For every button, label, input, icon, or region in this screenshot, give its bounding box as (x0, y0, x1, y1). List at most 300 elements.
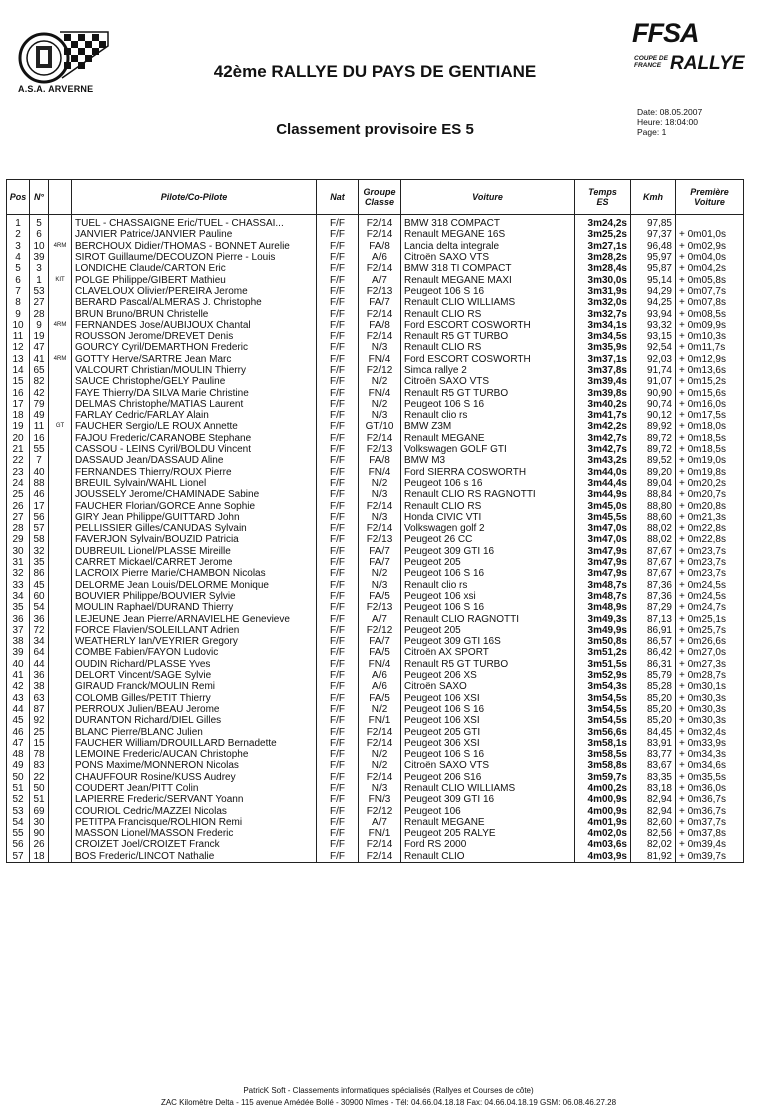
cell-nat: F/F (317, 625, 359, 636)
cell-voiture: Peugeot 106 S 16 (401, 399, 575, 410)
cell-num: 16 (30, 433, 49, 444)
cell-temps: 3m39,8s (575, 387, 631, 398)
table-row (7, 851, 744, 863)
cell-ecart: + 0m30,3s (676, 692, 744, 703)
cell-kmh: 82,02 (631, 839, 676, 850)
cell-ecart: + 0m25,7s (676, 625, 744, 636)
cell-voiture: Volkswagen golf 2 (401, 523, 575, 534)
cell-ecart: + 0m30,1s (676, 681, 744, 692)
cell-num: 3 (30, 263, 49, 274)
cell-num: 36 (30, 670, 49, 681)
col-nat: Nat (317, 180, 359, 215)
page-number: Page: 1 (637, 127, 667, 137)
cell-pilote: FORCE Flavien/SOLEILLANT Adrien (72, 625, 317, 636)
footer-line-1: PatricK Soft - Classements informatiques spécialisés (Rallyes et Courses de côte) (243, 1086, 534, 1095)
cell-nat: F/F (317, 613, 359, 624)
cell-pos: 45 (7, 715, 30, 726)
cell-ecart: + 0m05,8s (676, 274, 744, 285)
cell-num: 69 (30, 805, 49, 816)
cell-kmh: 93,15 (631, 331, 676, 342)
cell-cat (49, 805, 72, 816)
cell-pilote: SIROT Guillaume/DECOUZON Pierre - Louis (72, 252, 317, 263)
cell-cat (49, 591, 72, 602)
cell-temps: 3m44,0s (575, 467, 631, 478)
cell-kmh: 85,79 (631, 670, 676, 681)
cell-pos: 28 (7, 523, 30, 534)
cell-kmh: 87,13 (631, 613, 676, 624)
cell-cat (49, 229, 72, 240)
cell-voiture: Lancia delta integrale (401, 241, 575, 252)
cell-nat: F/F (317, 455, 359, 466)
cell-pos: 17 (7, 399, 30, 410)
cell-voiture: Honda CIVIC VTI (401, 512, 575, 523)
cell-voiture: Renault CLIO RS (401, 500, 575, 511)
cell-pos: 14 (7, 365, 30, 376)
cell-cat (49, 478, 72, 489)
cell-groupe: FN/1 (359, 715, 401, 726)
cell-pilote: COMBE Fabien/FAYON Ludovic (72, 647, 317, 658)
cell-num: 27 (30, 297, 49, 308)
cell-pilote: FAVERJON Sylvain/BOUZID Patricia (72, 534, 317, 545)
cell-num: 41 (30, 354, 49, 365)
cell-pos: 35 (7, 602, 30, 613)
cell-voiture: BMW M3 (401, 455, 575, 466)
table-row (7, 760, 744, 771)
cell-cat: GT (49, 421, 72, 432)
cell-cat: 4RM (49, 320, 72, 331)
cell-cat (49, 444, 72, 455)
cell-kmh: 86,91 (631, 625, 676, 636)
cell-kmh: 85,28 (631, 681, 676, 692)
cell-num: 79 (30, 399, 49, 410)
cell-kmh: 89,52 (631, 455, 676, 466)
cell-temps: 3m45,5s (575, 512, 631, 523)
cell-nat: F/F (317, 568, 359, 579)
cell-pos: 39 (7, 647, 30, 658)
cell-pos: 23 (7, 467, 30, 478)
table-row (7, 376, 744, 387)
cell-temps: 3m42,7s (575, 444, 631, 455)
cell-nat: F/F (317, 534, 359, 545)
cell-groupe: FA/5 (359, 647, 401, 658)
cell-cat (49, 215, 72, 230)
cell-groupe: F2/14 (359, 500, 401, 511)
page-title: 42ème RALLYE DU PAYS DE GENTIANE (213, 62, 537, 81)
table-row (7, 794, 744, 805)
cell-temps: 3m54,5s (575, 704, 631, 715)
cell-temps: 3m47,9s (575, 546, 631, 557)
cell-temps: 4m02,0s (575, 828, 631, 839)
table-row (7, 704, 744, 715)
cell-voiture: Peugeot 309 GTI 16S (401, 636, 575, 647)
cell-pilote: LACROIX Pierre Marie/CHAMBON Nicolas (72, 568, 317, 579)
cell-nat: F/F (317, 229, 359, 240)
cell-num: 56 (30, 512, 49, 523)
cell-groupe: N/2 (359, 376, 401, 387)
cell-cat (49, 557, 72, 568)
cell-cat (49, 772, 72, 783)
cell-voiture: Peugeot 106 XSI (401, 715, 575, 726)
cell-temps: 3m44,9s (575, 489, 631, 500)
cell-num: 7 (30, 455, 49, 466)
cell-nat: F/F (317, 749, 359, 760)
cell-nat: F/F (317, 805, 359, 816)
cell-num: 90 (30, 828, 49, 839)
cell-kmh: 96,48 (631, 241, 676, 252)
table-row (7, 331, 744, 342)
cell-cat (49, 387, 72, 398)
cell-groupe: N/3 (359, 410, 401, 421)
table-row (7, 489, 744, 500)
cell-nat: F/F (317, 399, 359, 410)
col-cat (49, 180, 72, 215)
cell-kmh: 82,60 (631, 817, 676, 828)
cell-kmh: 97,85 (631, 215, 676, 230)
cell-nat: F/F (317, 580, 359, 591)
cell-pilote: CLAVELOUX Olivier/PEREIRA Jerome (72, 286, 317, 297)
cell-groupe: GT/10 (359, 421, 401, 432)
cell-voiture: Citroën SAXO VTS (401, 376, 575, 387)
cell-voiture: Peugeot 106 xsi (401, 591, 575, 602)
cell-temps: 3m48,7s (575, 580, 631, 591)
cell-num: 34 (30, 636, 49, 647)
cell-temps: 3m32,7s (575, 308, 631, 319)
cell-pilote: BREUIL Sylvain/WAHL Lionel (72, 478, 317, 489)
cell-pilote: JOUSSELY Jerome/CHAMINADE Sabine (72, 489, 317, 500)
cell-groupe: A/7 (359, 274, 401, 285)
cell-ecart: + 0m04,2s (676, 263, 744, 274)
cell-groupe: FN/1 (359, 828, 401, 839)
cell-ecart: + 0m07,8s (676, 297, 744, 308)
cell-cat (49, 749, 72, 760)
cell-num: 53 (30, 286, 49, 297)
cell-voiture: Peugeot 206 S16 (401, 772, 575, 783)
cell-cat (49, 297, 72, 308)
cell-pos: 25 (7, 489, 30, 500)
cell-groupe: N/3 (359, 342, 401, 353)
table-row (7, 647, 744, 658)
cell-pilote: PERROUX Julien/BEAU Jerome (72, 704, 317, 715)
cell-groupe: F2/14 (359, 851, 401, 863)
cell-cat (49, 580, 72, 591)
cell-cat (49, 636, 72, 647)
table-row (7, 297, 744, 308)
cell-pos: 27 (7, 512, 30, 523)
cell-num: 60 (30, 591, 49, 602)
cell-nat: F/F (317, 760, 359, 771)
cell-cat (49, 512, 72, 523)
cell-voiture: Peugeot 206 XS (401, 670, 575, 681)
cell-temps: 3m47,9s (575, 568, 631, 579)
cell-cat (49, 613, 72, 624)
cell-pos: 42 (7, 681, 30, 692)
cell-pos: 15 (7, 376, 30, 387)
cell-cat (49, 365, 72, 376)
table-row (7, 215, 744, 230)
cell-ecart: + 0m25,1s (676, 613, 744, 624)
cell-nat: F/F (317, 783, 359, 794)
footer-line-2: ZAC Kilomètre Delta - 115 avenue Amédée Bollé - 30900 Nîmes - Tél: 04.66.04.18.18 Fax: 04.66.04.18.19 GSM: 06.08.46.27.28 (160, 1098, 617, 1107)
cell-temps: 3m45,0s (575, 500, 631, 511)
cell-ecart: + 0m18,0s (676, 421, 744, 432)
cell-temps: 4m03,6s (575, 839, 631, 850)
cell-groupe: F2/13 (359, 444, 401, 455)
cell-ecart: + 0m27,3s (676, 659, 744, 670)
cell-ecart: + 0m35,5s (676, 772, 744, 783)
cell-kmh: 88,60 (631, 512, 676, 523)
cell-voiture: Renault MEGANE MAXI (401, 274, 575, 285)
cell-pos: 20 (7, 433, 30, 444)
cell-nat: F/F (317, 331, 359, 342)
table-row (7, 681, 744, 692)
cell-nat: F/F (317, 704, 359, 715)
cell-nat: F/F (317, 500, 359, 511)
cell-num: 11 (30, 421, 49, 432)
cell-temps: 3m43,2s (575, 455, 631, 466)
cell-groupe: F2/14 (359, 308, 401, 319)
table-row (7, 546, 744, 557)
cell-nat: F/F (317, 263, 359, 274)
cell-nat: F/F (317, 512, 359, 523)
cell-pilote: GIRY Jean Philippe/GUITTARD John (72, 512, 317, 523)
cell-kmh: 84,45 (631, 726, 676, 737)
cell-pilote: CARRET Mickael/CARRET Jerome (72, 557, 317, 568)
cell-pilote: COLOMB Gilles/PETIT Thierry (72, 692, 317, 703)
cell-kmh: 87,67 (631, 568, 676, 579)
cell-num: 92 (30, 715, 49, 726)
cell-nat: F/F (317, 410, 359, 421)
cell-kmh: 88,80 (631, 500, 676, 511)
cell-pos: 57 (7, 851, 30, 863)
cell-ecart: + 0m08,5s (676, 308, 744, 319)
cell-pos: 8 (7, 297, 30, 308)
cell-num: 38 (30, 681, 49, 692)
table-row (7, 817, 744, 828)
cell-kmh: 94,29 (631, 286, 676, 297)
cell-num: 39 (30, 252, 49, 263)
cell-kmh: 81,92 (631, 851, 676, 863)
cell-kmh: 89,04 (631, 478, 676, 489)
table-row (7, 433, 744, 444)
cell-cat (49, 625, 72, 636)
cell-ecart: + 0m39,4s (676, 839, 744, 850)
cell-num: 49 (30, 410, 49, 421)
cell-voiture: Peugeot 106 S 16 (401, 286, 575, 297)
cell-temps: 3m37,8s (575, 365, 631, 376)
cell-kmh: 95,87 (631, 263, 676, 274)
cell-ecart: + 0m36,0s (676, 783, 744, 794)
cell-num: 55 (30, 444, 49, 455)
cell-ecart: + 0m34,6s (676, 760, 744, 771)
cell-num: 15 (30, 738, 49, 749)
cell-kmh: 89,72 (631, 444, 676, 455)
cell-temps: 3m48,7s (575, 591, 631, 602)
cell-num: 40 (30, 467, 49, 478)
cell-kmh: 87,67 (631, 557, 676, 568)
cell-kmh: 92,54 (631, 342, 676, 353)
cell-temps: 3m50,8s (575, 636, 631, 647)
cell-voiture: Renault CLIO WILLIAMS (401, 297, 575, 308)
cell-voiture: Peugeot 205 RALYE (401, 828, 575, 839)
cell-voiture: Peugeot 106 S 16 (401, 704, 575, 715)
cell-pos: 47 (7, 738, 30, 749)
cell-groupe: F2/14 (359, 839, 401, 850)
cell-ecart: + 0m20,8s (676, 500, 744, 511)
cell-ecart: + 0m36,7s (676, 794, 744, 805)
cell-temps: 3m48,9s (575, 602, 631, 613)
table-row (7, 478, 744, 489)
cell-pilote: LONDICHE Claude/CARTON Eric (72, 263, 317, 274)
cell-pos: 2 (7, 229, 30, 240)
cell-cat (49, 828, 72, 839)
cell-groupe: F2/12 (359, 805, 401, 816)
cell-voiture: Peugeot 106 (401, 805, 575, 816)
cell-temps: 3m37,1s (575, 354, 631, 365)
cell-num: 32 (30, 546, 49, 557)
cell-groupe: FA/7 (359, 636, 401, 647)
cell-pos: 41 (7, 670, 30, 681)
cell-voiture: Peugeot 106 S 16 (401, 568, 575, 579)
cell-voiture: Peugeot 205 (401, 557, 575, 568)
cell-voiture: Renault CLIO (401, 851, 575, 863)
cell-kmh: 86,42 (631, 647, 676, 658)
cell-groupe: FN/3 (359, 794, 401, 805)
cell-num: 6 (30, 229, 49, 240)
cell-kmh: 89,92 (631, 421, 676, 432)
table-row (7, 421, 744, 432)
cell-kmh: 91,74 (631, 365, 676, 376)
col-groupe: Groupe Classe (359, 180, 401, 215)
cell-temps: 3m42,7s (575, 433, 631, 444)
table-row (7, 783, 744, 794)
cell-kmh: 85,20 (631, 715, 676, 726)
cell-pilote: TUEL - CHASSAIGNE Eric/TUEL - CHASSAI... (72, 215, 317, 230)
table-row (7, 455, 744, 466)
cell-pilote: ROUSSON Jerome/DREVET Denis (72, 331, 317, 342)
print-time: Heure: 18:04:00 (637, 117, 698, 127)
cell-num: 35 (30, 557, 49, 568)
cell-groupe: F2/14 (359, 229, 401, 240)
cell-ecart: + 0m34,3s (676, 749, 744, 760)
cell-cat (49, 263, 72, 274)
cell-cat (49, 523, 72, 534)
cell-voiture: Renault clio rs (401, 410, 575, 421)
cell-temps: 3m54,3s (575, 681, 631, 692)
cell-num: 88 (30, 478, 49, 489)
cell-temps: 4m01,9s (575, 817, 631, 828)
table-row (7, 557, 744, 568)
cell-groupe: A/7 (359, 613, 401, 624)
cell-pilote: POLGE Philippe/GIBERT Mathieu (72, 274, 317, 285)
cell-ecart: + 0m26,6s (676, 636, 744, 647)
cell-groupe: N/3 (359, 580, 401, 591)
table-row (7, 625, 744, 636)
cell-voiture: BMW 318 COMPACT (401, 215, 575, 230)
table-row (7, 467, 744, 478)
cell-pilote: DELORT Vincent/SAGE Sylvie (72, 670, 317, 681)
cell-pilote: GOTTY Herve/SARTRE Jean Marc (72, 354, 317, 365)
cell-temps: 3m34,5s (575, 331, 631, 342)
cell-temps: 4m00,9s (575, 805, 631, 816)
table-row (7, 772, 744, 783)
cell-groupe: F2/13 (359, 286, 401, 297)
table-row (7, 229, 744, 240)
cell-cat (49, 817, 72, 828)
cell-kmh: 97,37 (631, 229, 676, 240)
cell-kmh: 82,56 (631, 828, 676, 839)
cell-pos: 5 (7, 263, 30, 274)
cell-num: 45 (30, 580, 49, 591)
cell-temps: 4m00,2s (575, 783, 631, 794)
cell-groupe: A/6 (359, 681, 401, 692)
cell-cat (49, 647, 72, 658)
cell-cat (49, 342, 72, 353)
cell-pos: 22 (7, 455, 30, 466)
table-row (7, 839, 744, 850)
cell-voiture: Peugeot 106 S 16 (401, 749, 575, 760)
cell-ecart: + 0m20,7s (676, 489, 744, 500)
cell-pilote: LEJEUNE Jean Pierre/ARNAVIELHE Genevieve (72, 613, 317, 624)
table-row (7, 534, 744, 545)
cell-groupe: A/6 (359, 670, 401, 681)
table-row (7, 308, 744, 319)
cell-temps: 3m40,2s (575, 399, 631, 410)
cell-pilote: MOULIN Raphael/DURAND Thierry (72, 602, 317, 613)
cell-pos: 33 (7, 580, 30, 591)
cell-voiture: Peugeot 26 CC (401, 534, 575, 545)
table-row (7, 512, 744, 523)
cell-num: 72 (30, 625, 49, 636)
cell-pos: 46 (7, 726, 30, 737)
cell-voiture: Renault CLIO WILLIAMS (401, 783, 575, 794)
cell-voiture: Renault CLIO RS RAGNOTTI (401, 489, 575, 500)
cell-nat: F/F (317, 772, 359, 783)
cell-groupe: FA/7 (359, 557, 401, 568)
cell-cat (49, 433, 72, 444)
cell-num: 19 (30, 331, 49, 342)
cell-pos: 49 (7, 760, 30, 771)
cell-num: 82 (30, 376, 49, 387)
cell-temps: 3m59,7s (575, 772, 631, 783)
cell-pos: 48 (7, 749, 30, 760)
cell-temps: 3m31,9s (575, 286, 631, 297)
cell-ecart: + 0m18,5s (676, 444, 744, 455)
cell-voiture: Renault clio rs (401, 580, 575, 591)
cell-kmh: 83,67 (631, 760, 676, 771)
cell-pos: 7 (7, 286, 30, 297)
cell-groupe: F2/12 (359, 625, 401, 636)
cell-groupe: FA/8 (359, 241, 401, 252)
cell-pilote: JANVIER Patrice/JANVIER Pauline (72, 229, 317, 240)
cell-pilote: FAJOU Frederic/CARANOBE Stephane (72, 433, 317, 444)
cell-pilote: MASSON Lionel/MASSON Frederic (72, 828, 317, 839)
cell-ecart: + 0m37,7s (676, 817, 744, 828)
cell-ecart: + 0m24,5s (676, 580, 744, 591)
cell-cat: KIT (49, 274, 72, 285)
table-row (7, 670, 744, 681)
cell-nat: F/F (317, 557, 359, 568)
cell-groupe: F2/14 (359, 772, 401, 783)
cell-temps: 3m24,2s (575, 215, 631, 230)
table-row (7, 738, 744, 749)
page-subtitle: Classement provisoire ES 5 (276, 121, 474, 138)
cell-nat: F/F (317, 286, 359, 297)
cell-cat (49, 851, 72, 863)
cell-pilote: CASSOU - LEINS Cyril/BOLDU Vincent (72, 444, 317, 455)
cell-kmh: 87,36 (631, 580, 676, 591)
cell-cat (49, 681, 72, 692)
cell-nat: F/F (317, 828, 359, 839)
